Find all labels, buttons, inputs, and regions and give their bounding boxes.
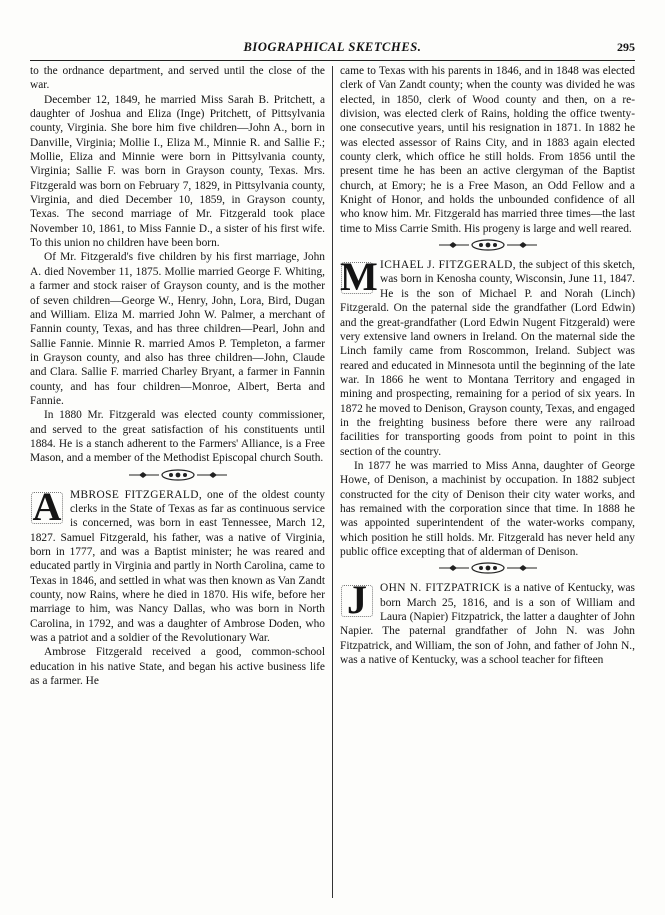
paragraph: Ambrose Fitzgerald received a good, common-school education in his native State, and began his active business life as a farmer. He bbox=[30, 646, 325, 688]
running-title: BIOGRAPHICAL SKETCHES. bbox=[243, 40, 422, 54]
page-number: 295 bbox=[617, 40, 635, 54]
john-fitzpatrick-paragraph: J OHN N. FITZPATRICK is a native of Kentucky, was born March 25, 1816, and is a son of William and Laura (Napier) Fitzpatrick, the latter a daughter of John Napier. The paternal grandfather of John N. was John Fitzpatrick, and William, the son of John, and father of John N., was a native of Kentucky, was a school teacher for fifteen bbox=[340, 577, 635, 667]
section-ornament bbox=[340, 238, 635, 258]
right-column bbox=[340, 64, 635, 667]
section-ornament bbox=[30, 468, 325, 488]
paragraph: Of Mr. Fitzgerald's five children by his first marriage, John A. died November 11, 1875. Mollie married George F. Whiting, a farmer and stock raiser of Grayson county, and is the mother of seven children—George W., Henry, John, Lora, Bird, Dugan and William. Eliza M. married John W. Palmer, a merchant of Fannin county, Texas, and has three children—Pearl, John and Sallie Fannie. Minnie R. married Amos P. Templeton, a farmer in Grayson county, and also has three children—John, Claude and Clara. Sallie F. married Charley Bryant, a farmer in Fannin county, and has four children—Monroe, Albert, Berta and Fannie. bbox=[30, 251, 325, 407]
column-divider bbox=[332, 66, 333, 898]
paragraph: came to Texas with his parents in 1846, and in 1848 was elected clerk of Van Zandt county; when the county was divided he was elected, in 1850, clerk of Wood county and then, on a re-division, was elected clerk of Rains, holding the office twenty-one consecutive years, until his resignation in 1871. In 1882 he was elected assessor of Rains City, and in 1883 again elected county clerk, which office he still holds. From 1856 until the present time he has been an active clergyman of the Baptist church, at Emory; he is a Free Mason, an Odd Fellow and a Knight of Honor, and holds the unbounded confidence of all who know him. Mr. Fitzgerald has married three times—the last time to Miss Carrie Smith. His progeny is large and well reared. bbox=[340, 65, 635, 235]
section-ornament bbox=[340, 561, 635, 581]
paragraph: In 1877 he was married to Miss Anna, daughter of George Howe, of Denison, a machinist by occupation. In 1882 subject constructed for the city of Denison their city water works, and has remained with the corporation since that time. In 1888 he was appointed superintendent of the water-works company, which position he still holds. Mr. Fitzgerald has never held any public office excepting that of alderman of Denison. bbox=[340, 459, 635, 558]
subject-name: OHN N. FITZPATRICK bbox=[380, 582, 501, 595]
ornament-icon bbox=[433, 561, 543, 575]
paragraph: In 1880 Mr. Fitzgerald was elected county commissioner, and served to the great satisfaction of his constituents until 1884. He is a stanch adherent to the Farmers' Alliance, is a Free Mason, and a member of the Methodist Episcopal church South. bbox=[30, 409, 325, 465]
header-rule bbox=[30, 60, 635, 61]
ornament-icon bbox=[123, 468, 233, 482]
subject-name: ICHAEL J. FITZGERALD, bbox=[380, 259, 517, 272]
drop-cap-m: M bbox=[340, 254, 378, 300]
michael-fitzgerald-paragraph: MICHAEL J. FITZGERALD, the subject of this sketch, was born in Kenosha county, Wisconsin, June 11, 1847. He is the son of Michael P. and Norah (Linch) Fitzgerald. On the paternal side the grandfather (Lord Edwin) and the great-grandfather (Lord Edwin Nugent Fitzgerald) were very extensive land owners in Ireland. On the maternal side the Linch family came from Roscommon, Ireland. Subject was reared and educated in Minnesota until the beginning of the late war. In 1866 he went to Montana Territory and engaged in mining and prospecting, remaining for a period of six years. In 1872 he moved to Denison, Grayson county, Texas, and engaged in the freighting business before there were any railroad facilities for transporting goods from point to point in this section of the country. bbox=[340, 254, 636, 458]
subject-name: MBROSE FITZGERALD, bbox=[70, 488, 203, 501]
left-column bbox=[30, 64, 325, 688]
paragraph: December 12, 1849, he married Miss Sarah B. Pritchett, a daughter of Joshua and Eliza (Inge) Pritchett, of Pittsylvania county, Virginia. She bore him five children—John A., born in Danville, Virginia; Mollie I., Eliza M., Minnie R. and Sallie F.; Mollie, Eliza and Minnie were born in Pittsylvania county, Virginia; Sallie F. was born in Grayson county, Texas. Mrs. Fitzgerald was born on February 7, 1829, in Pittsylvania county, Virginia, and died December 10, 1859, in Grayson county, Texas. The second marriage of Mr. Fitzgerald took place November 10, 1861, to Miss Fannie D., a sister of his first wife. To this union no children have been born. bbox=[30, 93, 325, 250]
ornament-icon bbox=[433, 238, 543, 252]
ambrose-fitzgerald-paragraph: AMBROSE FITZGERALD, one of the oldest county clerks in the State of Texas as far as continuous service is concerned, was born in east Tennessee, March 12, 1827. Samuel Fitzgerald, his father, was a native of Virginia, born in 1777, and was a Baptist minister; he was reared and educated partly in Virginia and partly in North Carolina, came to Texas in 1846, and settled in what was then known as Van Zandt county, now Rains, where he died in 1870. His wife, before her marriage to him, was Nancy Dallas, who was born in North Carolina, in 1792, and was a daughter of Ambrose Doden, who was a patriot and a soldier of the Revolutionary War. bbox=[30, 483, 325, 645]
drop-cap-j: J bbox=[340, 583, 374, 617]
paragraph: to the ordnance department, and served until the close of the war. bbox=[30, 65, 325, 92]
drop-cap-a: A bbox=[30, 490, 64, 524]
page-header bbox=[30, 40, 635, 58]
